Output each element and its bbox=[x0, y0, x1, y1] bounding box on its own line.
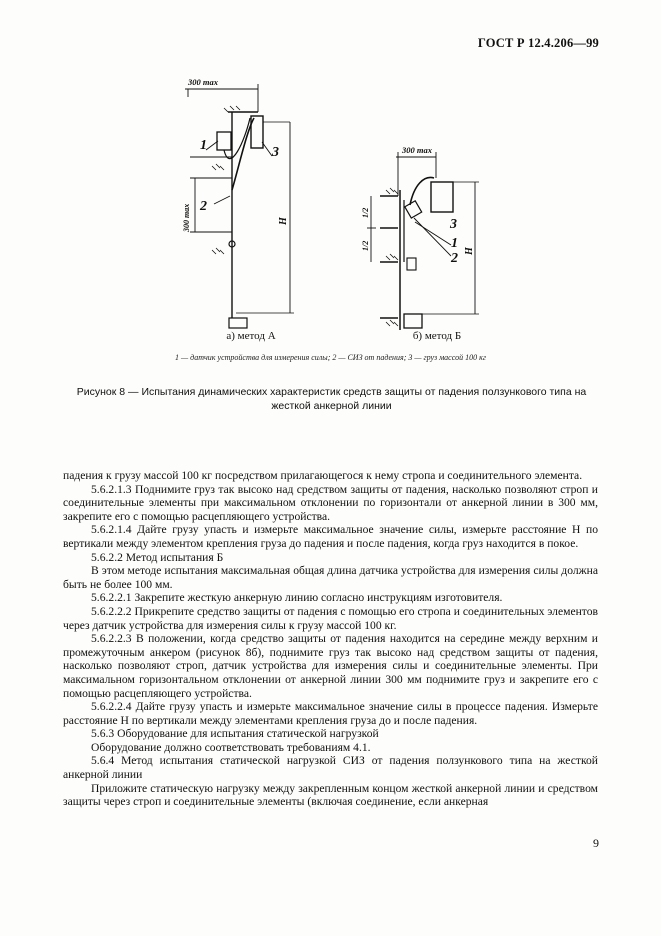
method-b-diagram bbox=[367, 152, 479, 330]
callout-3-a: 3 bbox=[272, 145, 279, 160]
section-heading: 5.6.4 Метод испытания статической нагрузкой СИЗ от падения ползункового типа на жесткой анкерной линии bbox=[63, 754, 598, 782]
dim-300max-vertical-a: 300 max bbox=[182, 203, 191, 232]
dim-h-b: H bbox=[464, 247, 475, 255]
paragraph: 5.6.2.2.3 В положении, когда средство защиты от падения находится на середине между верхним и промежуточным анкером (рисунок 8б), поднимите груз так высоко над средством защиты от падения, насколько позволяют строп, датчик устройства для измерения силы и соединительные элементы. При максимальном горизонтальном отклонении от анкерной линии 300 мм поднимите груз и закрепите его с помощью расцепляющего устройства. bbox=[63, 632, 598, 700]
paragraph: 5.6.2.1.4 Дайте грузу упасть и измерьте максимальное значение силы, измерьте расстояние H по вертикали между элементом крепления груза до падения и после падения, когда груз находится в покое. bbox=[63, 523, 598, 550]
caption-method-a: а) метод А bbox=[226, 330, 276, 342]
dim-half-upper-b: 1/2 bbox=[361, 207, 370, 218]
figure-8-drawing bbox=[0, 0, 661, 330]
callout-1-b: 1 bbox=[451, 236, 458, 251]
figure-title: Рисунок 8 — Испытания динамических характеристик средств защиты от падения ползункового типа на жесткой анкерной линии bbox=[76, 386, 587, 412]
paragraph: Приложите статическую нагрузку между закрепленным концом жесткой анкерной линии и средством защиты через строп и соединительные элементы (включая соединение, если анкерная bbox=[63, 781, 598, 809]
caption-method-b: б) метод Б bbox=[412, 330, 462, 342]
paragraph: падения к грузу массой 100 кг посредством прилагающегося к нему стропа и соединительного элемента. bbox=[63, 469, 583, 482]
paragraph: 5.6.2.2.1 Закрепите жесткую анкерную линию согласно инструкциям изготовителя. bbox=[91, 591, 503, 605]
paragraph: В этом методе испытания максимальная общая длина датчика устройства для измерения силы должна быть не более 100 мм. bbox=[63, 564, 598, 591]
callout-2-b: 2 bbox=[451, 251, 458, 266]
paragraph: 5.6.2.1.3 Поднимите груз так высоко над средством защиты от падения, насколько позволяют строп и соединительные элементы при максимальном отклонении по горизонтали от анкерной линии в 300 мм, закрепите его с помощью расцепляющего устройства. bbox=[63, 482, 598, 523]
figure-legend: 1 — датчик устройства для измерения силы; 2 — СИЗ от падения; 3 — груз массой 100 кг bbox=[175, 353, 486, 362]
dim-300max-b: 300 max bbox=[402, 145, 432, 155]
dim-h-a: H bbox=[278, 217, 289, 225]
body-text bbox=[63, 469, 598, 809]
section-heading: 5.6.2.2 Метод испытания Б bbox=[91, 550, 224, 564]
document-header: ГОСТ Р 12.4.206—99 bbox=[477, 36, 599, 50]
paragraph: Оборудование должно соответствовать требованиям 4.1. bbox=[91, 740, 371, 754]
dim-300max-a: 300 max bbox=[188, 77, 218, 87]
page-number: 9 bbox=[593, 836, 599, 850]
dim-half-lower-b: 1/2 bbox=[361, 240, 370, 251]
callout-1-a: 1 bbox=[200, 138, 207, 153]
section-heading: 5.6.3 Оборудование для испытания статической нагрузкой bbox=[91, 727, 379, 741]
callout-3-b: 3 bbox=[450, 217, 457, 232]
paragraph: 5.6.2.2.2 Прикрепите средство защиты от падения с помощью его стропа и соединительных элементов через датчик устройства для измерения силы к грузу массой 100 кг. bbox=[63, 604, 598, 632]
callout-2-a: 2 bbox=[200, 199, 207, 214]
paragraph: 5.6.2.2.4 Дайте грузу упасть и измерьте максимальное значение силы в процессе падения. Измерьте расстояние H по вертикали между элементами крепления груза до и после падения. bbox=[63, 700, 598, 727]
